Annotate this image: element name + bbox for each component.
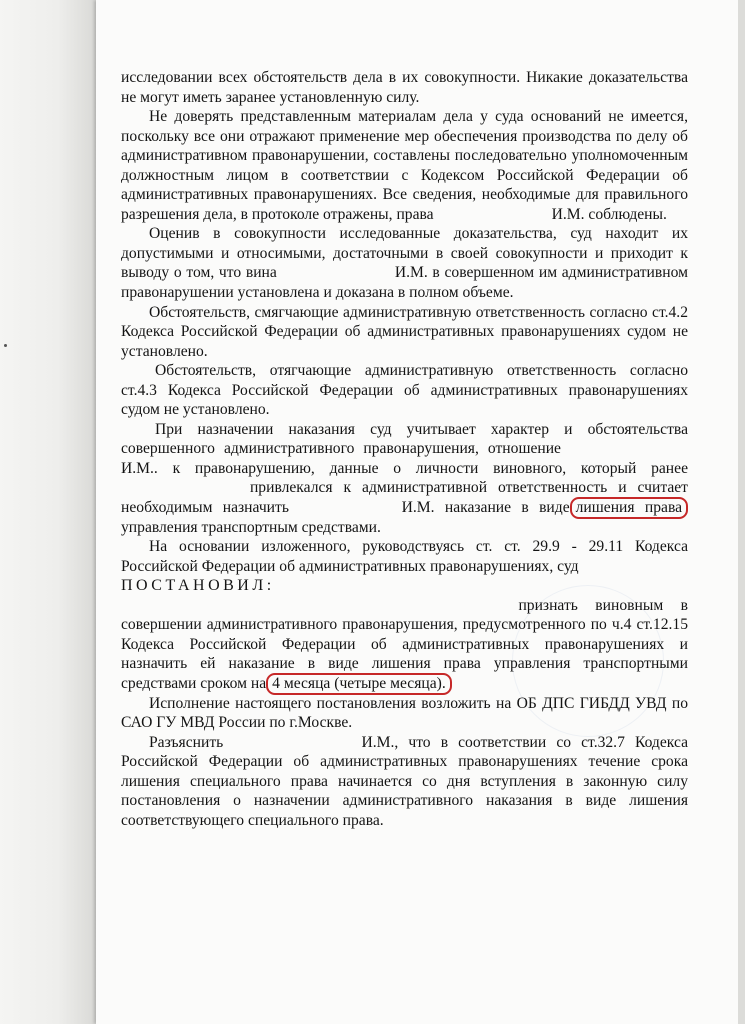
paragraph-5: Обстоятельств, отягчающие административную ответственность согласно ст.4.3 Кодекса Российской Федерации об административных правонарушениях судом не установлено. [121,362,688,419]
circled-text-term: 4 месяца (четыре месяца). [266,673,452,695]
background-right [738,0,745,1024]
paragraph-10: Разъяснить И.М., что в соответствии со ст.32.7 Кодекса Российской Федерации об административных правонарушениях течение срока лишения специального права начинается со дня вступления в законную силу постановления о назначении административного наказания в виде лишения соответствующего специального права. [121,733,689,829]
paragraph-9: Исполнение настоящего постановления возложить на ОБ ДПС ГИБДД УВД по САО ГУ МВД России по г.Москве. [121,694,688,732]
background-left [0,0,96,1024]
paragraph-4: Обстоятельств, смягчающие административную ответственность согласно ст.4.2 Кодекса Российской Федерации об административных правонарушениях судом не установлено. [121,303,688,360]
scan-dot [4,344,7,347]
paragraph-8: признать виновным в совершении административного правонарушения, предусмотренного по ч.4 ст.12.15 Кодекса Российской Федерации об административных правонарушениях и назначить ей наказание в виде лишения права управления транспортными средствами сроком на 4 месяца (четыре месяца). [121,596,688,694]
paragraph-2: Не доверять представленным материалам дела у суда оснований не имеется, поскольку все они отражают применение мер обеспечения производства по делу об административном правонарушении, составлены последовательно уполномоченным должностным лицом в соответствии с Кодексом Российской Федерации об административных правонарушениях. Все сведения, необходимые для правильного разрешения дела, в протоколе отражены, права И.М. соблюдены. [121,108,688,223]
circled-text-deprivation: лишения права [570,497,688,519]
ruling-heading: ПОСТАНОВИЛ: [121,577,275,595]
paragraph-7: На основании изложенного, руководствуясь ст. ст. 29.9 - 29.11 Кодекса Российской Федерации об административных правонарушениях, суд [121,538,688,575]
document-text [121,68,688,830]
paragraph-1: исследовании всех обстоятельств дела в их совокупности. Никакие доказательства не могут иметь заранее установленную силу. [121,69,688,106]
paragraph-6: При назначении наказания суд учитывает характер и обстоятельства совершенного административного правонарушения, отношение И.М.. к правонарушению, данные о личности виновного, который ранее привлекался к административной ответственность и считает необходимым назначить И.М. наказание в виде лишения права управления транспортным средствами. [121,420,688,536]
paragraph-3: Оценив в совокупности исследованные доказательства, суд находит их допустимыми и относимыми, достаточными в своей совокупности и приходит к выводу о том, что вина И.М. в совершенном им административном правонарушении установлена и доказана в полном объеме. [121,225,688,302]
